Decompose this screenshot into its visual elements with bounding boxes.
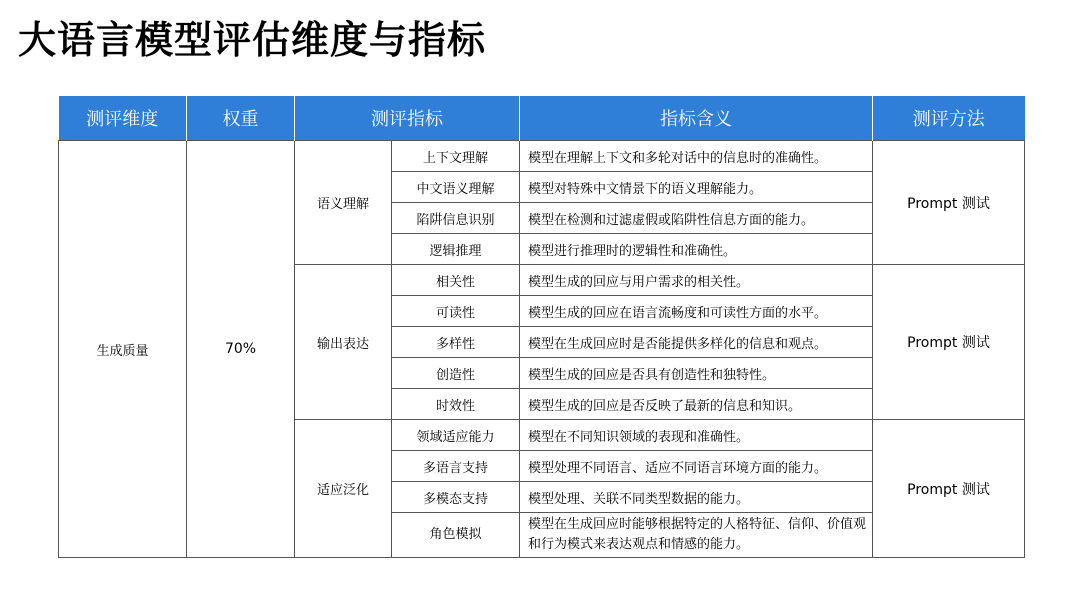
indicator-name: 创造性	[392, 358, 520, 389]
indicator-meaning: 模型在生成回应时能够根据特定的人格特征、信仰、价值观和行为模式来表达观点和情感的能力。	[520, 513, 873, 558]
method-cell: Prompt 测试	[873, 420, 1025, 558]
indicator-name: 可读性	[392, 296, 520, 327]
indicator-meaning: 模型生成的回应与用户需求的相关性。	[520, 265, 873, 296]
indicator-meaning: 模型生成的回应是否具有创造性和独特性。	[520, 358, 873, 389]
weight-cell: 70%	[187, 141, 295, 558]
indicator-name: 相关性	[392, 265, 520, 296]
dimension-cell: 生成质量	[59, 141, 187, 558]
indicator-meaning: 模型处理、关联不同类型数据的能力。	[520, 482, 873, 513]
category-cell: 语义理解	[295, 141, 392, 265]
indicator-name: 领域适应能力	[392, 420, 520, 451]
header-meaning: 指标含义	[520, 96, 873, 141]
indicator-meaning: 模型对特殊中文情景下的语义理解能力。	[520, 172, 873, 203]
method-cell: Prompt 测试	[873, 265, 1025, 420]
indicator-meaning: 模型在检测和过滤虚假或陷阱性信息方面的能力。	[520, 203, 873, 234]
category-cell: 输出表达	[295, 265, 392, 420]
indicator-name: 陷阱信息识别	[392, 203, 520, 234]
evaluation-table	[58, 96, 1025, 558]
indicator-meaning: 模型在理解上下文和多轮对话中的信息时的准确性。	[520, 141, 873, 172]
header-dimension: 测评维度	[59, 96, 187, 141]
indicator-meaning: 模型在不同知识领域的表现和准确性。	[520, 420, 873, 451]
indicator-name: 角色模拟	[392, 513, 520, 558]
table-row	[59, 141, 1025, 172]
indicator-name: 多模态支持	[392, 482, 520, 513]
indicator-name: 逻辑推理	[392, 234, 520, 265]
page-title: 大语言模型评估维度与指标	[18, 18, 487, 62]
indicator-name: 时效性	[392, 389, 520, 420]
indicator-meaning: 模型生成的回应是否反映了最新的信息和知识。	[520, 389, 873, 420]
table-header-row	[59, 96, 1025, 141]
header-method: 测评方法	[873, 96, 1025, 141]
indicator-name: 上下文理解	[392, 141, 520, 172]
method-cell: Prompt 测试	[873, 141, 1025, 265]
header-weight: 权重	[187, 96, 295, 141]
indicator-name: 中文语义理解	[392, 172, 520, 203]
indicator-meaning: 模型生成的回应在语言流畅度和可读性方面的水平。	[520, 296, 873, 327]
indicator-name: 多语言支持	[392, 451, 520, 482]
header-indicator: 测评指标	[295, 96, 520, 141]
indicator-name: 多样性	[392, 327, 520, 358]
indicator-meaning: 模型处理不同语言、适应不同语言环境方面的能力。	[520, 451, 873, 482]
indicator-meaning: 模型进行推理时的逻辑性和准确性。	[520, 234, 873, 265]
indicator-meaning: 模型在生成回应时是否能提供多样化的信息和观点。	[520, 327, 873, 358]
category-cell: 适应泛化	[295, 420, 392, 558]
